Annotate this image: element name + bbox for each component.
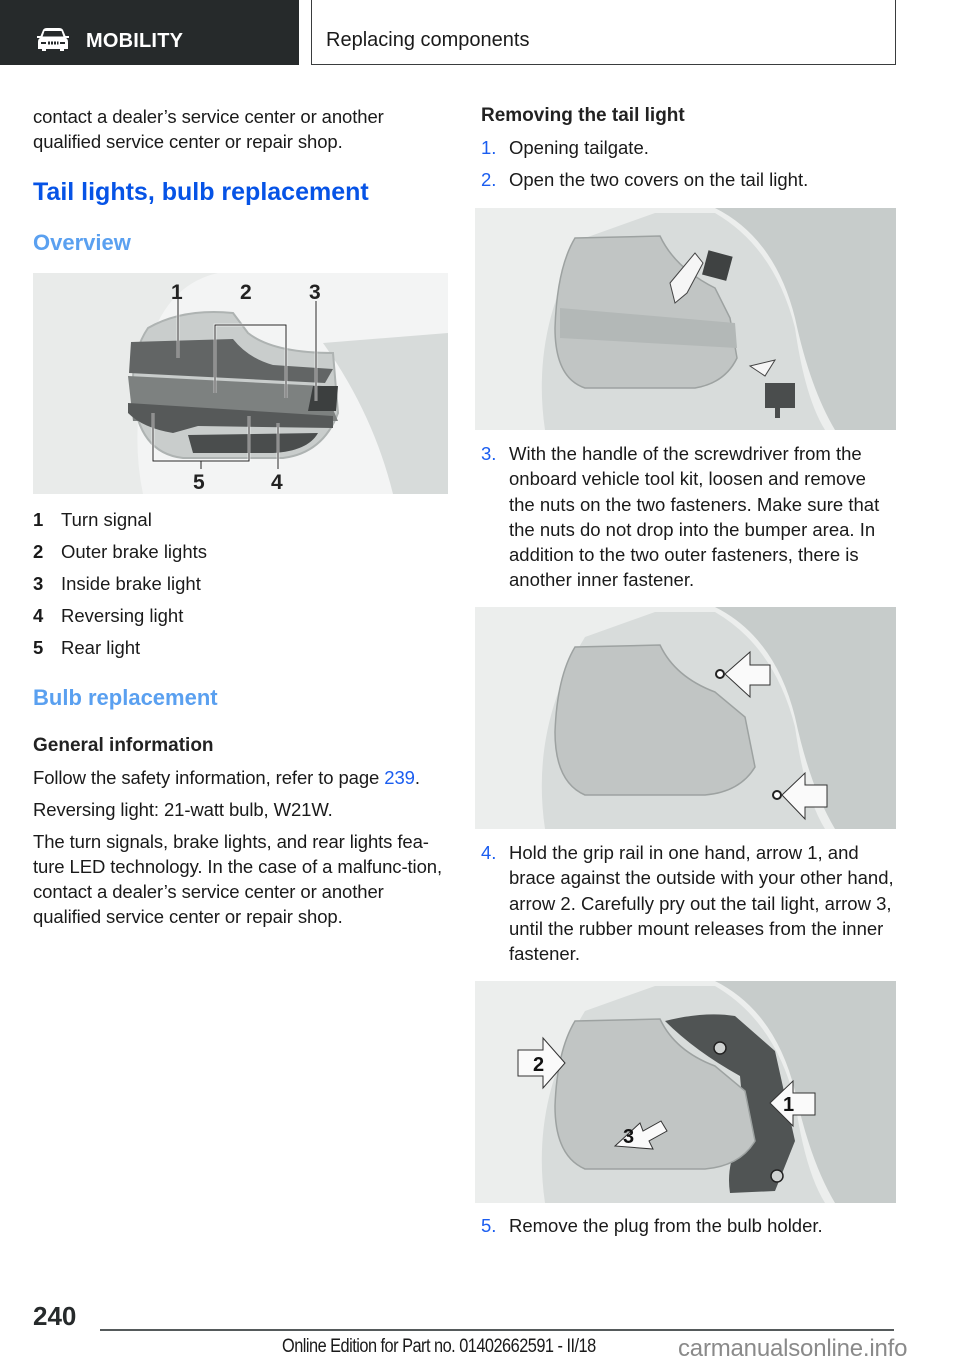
legend-label: Rear light <box>61 637 141 658</box>
page-title: Tail lights, bulb replacement <box>33 178 369 206</box>
removal-steps <box>481 135 896 193</box>
svg-text:1: 1 <box>783 1094 795 1116</box>
legend-label: Turn signal <box>61 509 152 530</box>
svg-text:5: 5 <box>193 471 205 494</box>
step-item <box>481 840 896 966</box>
svg-text:2: 2 <box>240 281 252 304</box>
removal-steps-continued-2 <box>481 840 896 966</box>
legend-item <box>33 600 448 632</box>
step-number: 5. <box>481 1215 497 1236</box>
step-text: Hold the grip rail in one hand, arrow 1, and brace against the outside with your other hand, arrow 2. Carefully pry out the tail light, arrow 3, until the rubber mount releases from the inner fastener. <box>509 842 894 965</box>
watermark: carmanualsonline.info <box>678 1335 908 1362</box>
car-icon <box>36 28 70 52</box>
step-text: Open the two covers on the tail light. <box>509 169 809 191</box>
led-technology-text: The turn signals, brake lights, and rear lights fea-ture LED technology. In the case of a malfunc-tion, contact a dealer’s service center or another qualified service center or repair shop. <box>33 831 442 927</box>
overview-legend <box>33 504 448 664</box>
tail-light-pry-illustration <box>475 981 896 1203</box>
overview-figure <box>33 273 448 494</box>
overview-heading: Overview <box>33 230 131 255</box>
step-number: 3. <box>481 443 497 464</box>
removing-heading: Removing the tail light <box>481 105 685 126</box>
legend-label: Outer brake lights <box>61 541 208 562</box>
legend-number: 2 <box>33 541 44 562</box>
step-number: 1. <box>481 137 497 158</box>
legend-number: 4 <box>33 605 44 626</box>
legend-label: Reversing light <box>61 605 184 626</box>
step-text: With the handle of the screwdriver from the onboard vehicle tool kit, loosen and remove the nuts on the two fasteners. Make sure that the nuts do not drop into the bumper area. In addition to the two outer fasteners, there is another inner fastener. <box>509 443 880 591</box>
left-column <box>33 104 448 929</box>
legend-item <box>33 632 448 664</box>
svg-text:1: 1 <box>171 281 183 304</box>
removal-steps-continued <box>481 441 896 593</box>
legend-number: 5 <box>33 637 44 658</box>
svg-text:3: 3 <box>623 1126 635 1148</box>
step-number: 2. <box>481 169 497 191</box>
tail-light-fasteners-illustration <box>475 607 896 829</box>
step-item <box>481 135 896 160</box>
page-number: 240 <box>33 1301 77 1331</box>
edition-text: Online Edition for Part no. 01402662591 - II/18 <box>282 1336 596 1357</box>
tail-light-covers-illustration <box>475 208 896 430</box>
reversing-light-text: Reversing light: 21-watt bulb, W21W. <box>33 799 333 820</box>
bulb-replacement-heading: Bulb replacement <box>33 685 218 710</box>
legend-item <box>33 536 448 568</box>
right-column <box>481 104 896 1236</box>
step-text: Opening tailgate. <box>509 137 649 158</box>
step-item <box>481 1213 896 1238</box>
step-number: 4. <box>481 842 497 863</box>
legend-label: Inside brake light <box>61 573 201 594</box>
intro-text: contact a dealer’s service center or another qualified service center or repair shop. <box>33 106 384 152</box>
footer-divider <box>100 1329 894 1331</box>
pry-out-figure <box>475 981 896 1203</box>
step-item <box>481 167 896 192</box>
chapter-header <box>311 0 896 65</box>
page-reference-link[interactable]: 239 <box>384 767 415 788</box>
tail-light-overview-illustration <box>33 273 448 494</box>
legend-number: 3 <box>33 573 44 594</box>
chapter-title: Replacing components <box>326 29 530 51</box>
legend-item <box>33 504 448 536</box>
svg-text:4: 4 <box>271 471 283 494</box>
legend-item <box>33 568 448 600</box>
safety-text-prefix: Follow the safety information, refer to page <box>33 767 385 788</box>
safety-text <box>33 765 448 790</box>
legend-number: 1 <box>33 509 44 530</box>
section-tab <box>0 0 299 65</box>
step-item <box>481 441 896 593</box>
svg-text:2: 2 <box>533 1054 545 1076</box>
section-label: MOBILITY <box>86 30 184 52</box>
covers-figure <box>475 208 896 430</box>
safety-text-suffix: . <box>414 767 420 788</box>
general-information-heading: General information <box>33 735 214 756</box>
step-text: Remove the plug from the bulb holder. <box>509 1215 823 1236</box>
svg-text:3: 3 <box>309 281 321 304</box>
removal-steps-continued-3 <box>481 1213 896 1238</box>
fasteners-figure <box>475 607 896 829</box>
